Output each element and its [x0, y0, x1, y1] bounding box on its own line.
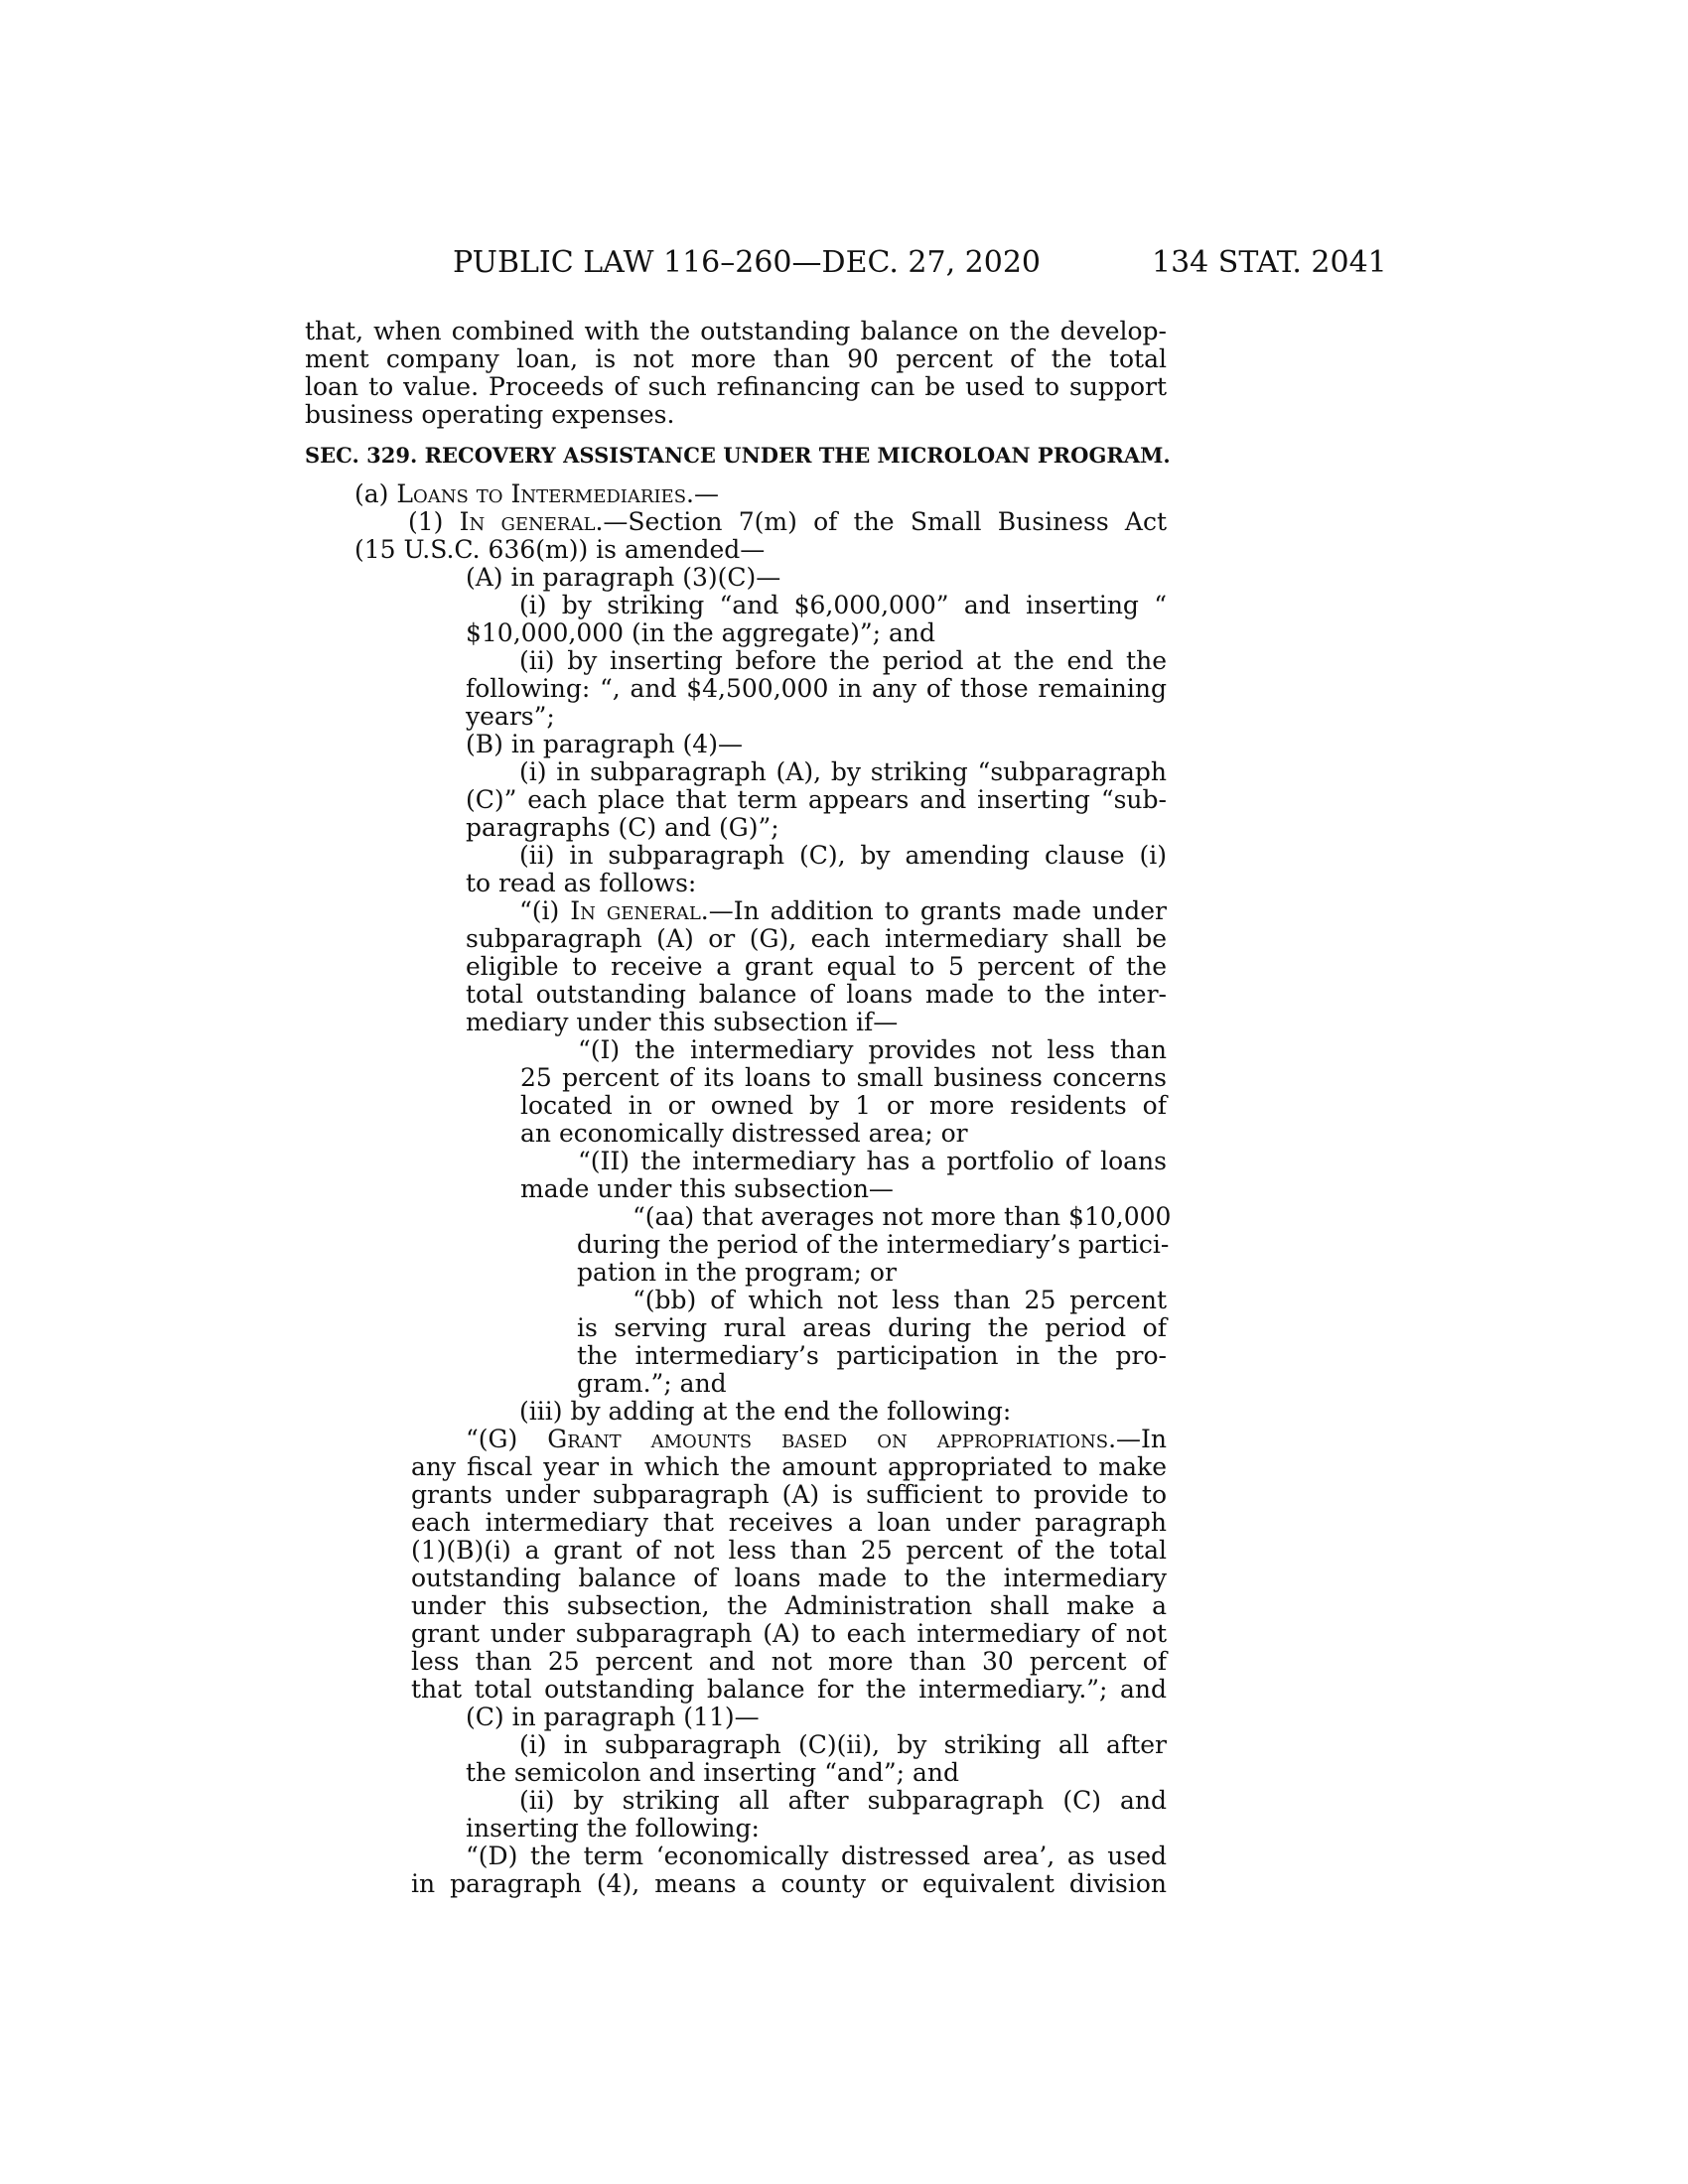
- clause-B-ii-line-2: to read as follows:: [466, 869, 697, 897]
- subparagraph-A-line: (A) in paragraph (3)(C)—: [466, 563, 781, 592]
- paragraph-1-line-1: [408, 508, 1167, 536]
- clause-B-i-line-3: paragraphs (C) and (G)”;: [466, 813, 779, 842]
- quoted-clause-i-text: .—In addition to grants made under: [700, 896, 1167, 925]
- page-body: [0, 318, 1688, 1898]
- quoted-subparagraph-G-line-8: grant under subparagraph (A) to each intermediary of not: [411, 1619, 1167, 1648]
- quoted-subparagraph-G-line-9: less than 25 percent and not more than 30 percent of: [411, 1647, 1167, 1676]
- quoted-subclause-I-line-4: an economically distressed area; or: [520, 1119, 968, 1148]
- clause-B-ii-line-1: (ii) in subparagraph (C), by amending clause (i): [519, 841, 1167, 870]
- intro-line-1: that, when combined with the outstanding balance on the develop-: [305, 317, 1167, 345]
- quoted-clause-i-line-3: eligible to receive a grant equal to 5 percent of the: [466, 952, 1167, 981]
- clause-C-i-line-2: the semicolon and inserting “and”; and: [466, 1758, 960, 1787]
- quoted-item-aa-line-2: during the period of the intermediary’s partici-: [577, 1230, 1170, 1259]
- quoted-subparagraph-D-line-1: “(D) the term ‘economically distressed area’, as used: [466, 1842, 1167, 1870]
- quoted-subparagraph-D-line-2: in paragraph (4), means a county or equivalent division: [411, 1869, 1167, 1898]
- paragraph-1-line-2: (15 U.S.C. 636(m)) is amended—: [354, 535, 766, 564]
- quoted-subparagraph-G-line-2: any fiscal year in which the amount appropriated to make: [411, 1452, 1167, 1481]
- quoted-item-aa-line-3: pation in the program; or: [577, 1258, 897, 1287]
- quoted-subparagraph-G-text: .—In: [1108, 1425, 1167, 1453]
- intro-line-2: ment company loan, is not more than 90 percent of the total: [305, 344, 1167, 373]
- quoted-subparagraph-G-line-1: [466, 1426, 1167, 1453]
- quoted-item-bb-line-1: “(bb) of which not less than 25 percent: [633, 1286, 1167, 1314]
- quoted-clause-i-label: “(i): [519, 896, 571, 925]
- clause-B-i-line-2: (C)” each place that term appears and inserting “sub-: [466, 785, 1167, 814]
- clause-A-ii-line-2: following: “, and $4,500,000 in any of those remaining: [466, 674, 1167, 703]
- subsection-a-title: Loans to Intermediaries: [396, 479, 687, 508]
- clause-C-i-line-1: (i) in subparagraph (C)(ii), by striking all after: [519, 1730, 1167, 1759]
- quoted-clause-i-line-1: [519, 897, 1167, 925]
- quoted-subparagraph-G-title: Grant amounts based on appropriations: [547, 1425, 1109, 1453]
- paragraph-1-text: .—Section 7(m) of the Small Business Act: [595, 507, 1167, 536]
- quoted-subparagraph-G-line-10: that total outstanding balance for the intermediary.”; and: [411, 1675, 1167, 1704]
- quoted-clause-i-title: In general: [570, 896, 701, 925]
- page-number: 134 STAT. 2041: [1152, 245, 1387, 280]
- quoted-subclause-II-line-2: made under this subsection—: [520, 1174, 894, 1203]
- quoted-subparagraph-G-line-4: each intermediary that receives a loan under paragraph: [411, 1508, 1167, 1537]
- quoted-subparagraph-G-line-3: grants under subparagraph (A) is sufficient to provide to: [411, 1480, 1167, 1509]
- clause-B-i-line-1: (i) in subparagraph (A), by striking “subparagraph: [519, 757, 1167, 786]
- clause-A-ii-line-1: (ii) by inserting before the period at the end the: [519, 646, 1167, 675]
- subparagraph-C-line: (C) in paragraph (11)—: [466, 1703, 760, 1731]
- quoted-subparagraph-G-line-5: (1)(B)(i) a grant of not less than 25 percent of the total: [411, 1536, 1167, 1565]
- quoted-subclause-I-line-2: 25 percent of its loans to small business concerns: [520, 1063, 1167, 1092]
- subsection-a-dash: .—: [686, 479, 719, 508]
- paragraph-1-title: In general: [459, 507, 596, 536]
- quoted-subparagraph-G-line-6: outstanding balance of loans made to the intermediary: [411, 1564, 1167, 1592]
- clause-A-ii-line-3: years”;: [466, 702, 555, 731]
- quoted-clause-i-line-5: mediary under this subsection if—: [466, 1008, 899, 1036]
- clause-C-ii-line-1: (ii) by striking all after subparagraph (C) and: [519, 1786, 1167, 1815]
- quoted-clause-i-line-4: total outstanding balance of loans made to the inter-: [466, 980, 1167, 1009]
- subsection-a-heading: [354, 480, 1688, 508]
- clause-A-i-line-1: (i) by striking “and $6,000,000” and inserting “: [519, 591, 1167, 619]
- quoted-item-aa-line-1: “(aa) that averages not more than $10,000: [633, 1202, 1172, 1231]
- quoted-item-bb-line-4: gram.”; and: [577, 1369, 727, 1398]
- section-heading: SEC. 329. RECOVERY ASSISTANCE UNDER THE MICROLOAN PROGRAM.: [305, 443, 1171, 468]
- clause-C-ii-line-2: inserting the following:: [466, 1814, 760, 1843]
- quoted-subclause-I-line-1: “(I) the intermediary provides not less than: [578, 1035, 1167, 1064]
- subsection-a-label: (a): [354, 479, 397, 508]
- clause-B-iii-line: (iii) by adding at the end the following:: [519, 1397, 1012, 1426]
- quoted-subclause-II-line-1: “(II) the intermediary has a portfolio of loans: [578, 1147, 1167, 1175]
- quoted-subclause-I-line-3: located in or owned by 1 or more residents of: [520, 1091, 1167, 1120]
- quoted-item-bb-line-2: is serving rural areas during the period of: [577, 1313, 1167, 1342]
- intro-line-3: loan to value. Proceeds of such refinancing can be used to support: [305, 372, 1167, 401]
- quoted-subparagraph-G-label: “(G): [466, 1425, 548, 1453]
- intro-line-4: business operating expenses.: [305, 400, 675, 429]
- subparagraph-B-line: (B) in paragraph (4)—: [466, 730, 743, 758]
- quoted-item-bb-line-3: the intermediary’s participation in the pro-: [577, 1341, 1167, 1370]
- quoted-clause-i-line-2: subparagraph (A) or (G), each intermediary shall be: [466, 924, 1167, 953]
- quoted-subparagraph-G-line-7: under this subsection, the Administration shall make a: [411, 1591, 1167, 1620]
- running-head-title: PUBLIC LAW 116–260—DEC. 27, 2020: [453, 245, 1042, 280]
- clause-A-i-line-2: $10,000,000 (in the aggregate)”; and: [466, 618, 935, 647]
- paragraph-1-label: (1): [408, 507, 460, 536]
